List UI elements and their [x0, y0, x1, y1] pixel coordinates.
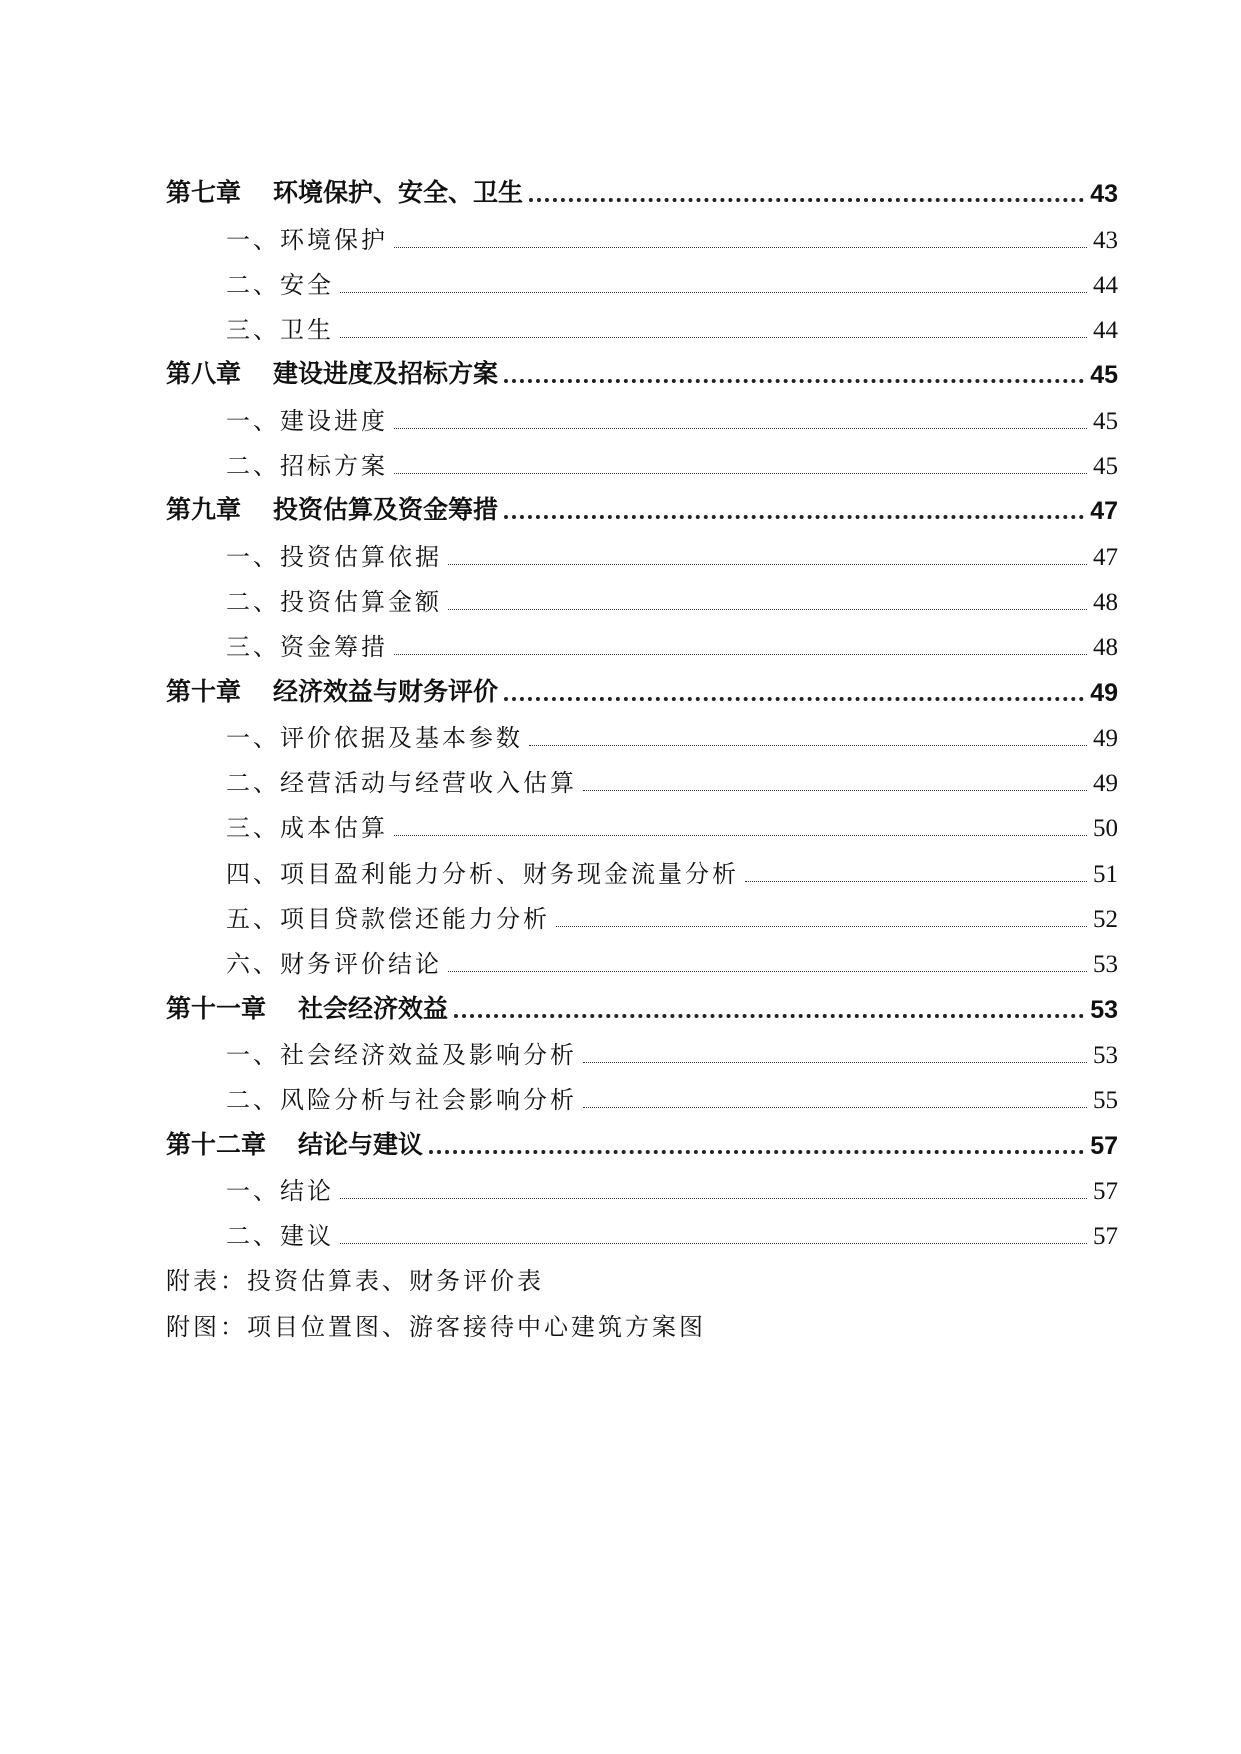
dot-leader [448, 564, 1087, 565]
section-title: 二、招标方案 [226, 452, 388, 481]
dot-leader [448, 971, 1087, 972]
dot-leader [448, 609, 1087, 610]
section-title: 一、环境保护 [226, 225, 388, 254]
section-title: 一、结论 [226, 1176, 334, 1205]
section-title: 二、风险分析与社会影响分析 [226, 1086, 577, 1115]
dot-leader [394, 247, 1087, 248]
toc-chapter-entry[interactable] [166, 487, 1118, 532]
section-page-number: 48 [1093, 588, 1118, 616]
dot-leader [583, 790, 1087, 791]
toc-section-entry[interactable] [166, 532, 1118, 577]
toc-section-entry[interactable] [166, 849, 1118, 894]
section-title: 二、投资估算金额 [226, 587, 442, 616]
table-of-contents [166, 170, 1118, 1348]
chapter-title: 建设进度及招标方案 [273, 359, 499, 389]
section-page-number: 50 [1093, 815, 1118, 843]
toc-chapter-entry[interactable] [166, 351, 1118, 396]
chapter-title: 经济效益与财务评价 [273, 676, 499, 706]
section-page-number: 55 [1093, 1087, 1118, 1115]
chapter-page-number: 47 [1090, 497, 1118, 526]
section-page-number: 51 [1093, 860, 1118, 888]
chapter-number: 第七章 [166, 178, 242, 208]
toc-section-entry[interactable] [166, 1031, 1118, 1076]
chapter-heading [166, 1125, 423, 1167]
section-page-number: 45 [1093, 407, 1118, 435]
dot-leader [504, 697, 1084, 701]
chapter-number: 第十章 [166, 676, 242, 706]
chapter-page-number: 57 [1090, 1131, 1118, 1160]
chapter-page-number: 53 [1090, 995, 1118, 1024]
toc-section-entry[interactable] [166, 1212, 1118, 1257]
toc-section-entry[interactable] [166, 804, 1118, 849]
appendix-tables-entry[interactable] [166, 1257, 1118, 1302]
section-page-number: 48 [1093, 634, 1118, 662]
toc-chapter-entry[interactable] [166, 668, 1118, 713]
section-title: 三、资金筹措 [226, 633, 388, 662]
section-title: 一、社会经济效益及影响分析 [226, 1040, 577, 1069]
toc-section-entry[interactable] [166, 261, 1118, 306]
section-page-number: 53 [1093, 1041, 1118, 1069]
dot-leader [583, 1107, 1087, 1108]
chapter-number: 第八章 [166, 359, 242, 389]
chapter-heading [166, 354, 498, 396]
toc-section-entry[interactable] [166, 1167, 1118, 1212]
section-title: 三、成本估算 [226, 814, 388, 843]
dot-leader [394, 473, 1087, 474]
section-page-number: 57 [1093, 1177, 1118, 1205]
toc-section-entry[interactable] [166, 714, 1118, 759]
toc-section-entry[interactable] [166, 623, 1118, 668]
section-title: 二、安全 [226, 270, 334, 299]
section-title: 四、项目盈利能力分析、财务现金流量分析 [226, 859, 739, 888]
dot-leader [745, 881, 1087, 882]
chapter-title: 结论与建议 [298, 1129, 424, 1159]
section-title: 一、评价依据及基本参数 [226, 723, 523, 752]
section-title: 一、投资估算依据 [226, 542, 442, 571]
section-page-number: 45 [1093, 453, 1118, 481]
chapter-heading [166, 989, 448, 1031]
chapter-number: 第十二章 [166, 1129, 267, 1159]
section-page-number: 57 [1093, 1223, 1118, 1251]
chapter-title: 社会经济效益 [298, 993, 449, 1023]
chapter-heading [166, 672, 498, 714]
section-page-number: 49 [1093, 724, 1118, 752]
section-page-number: 52 [1093, 906, 1118, 934]
section-title: 六、财务评价结论 [226, 950, 442, 979]
chapter-title: 投资估算及资金筹措 [273, 495, 499, 525]
toc-section-entry[interactable] [166, 895, 1118, 940]
appendix-figures-text: 附图：项目位置图、游客接待中心建筑方案图 [166, 1312, 706, 1341]
dot-leader [454, 1014, 1084, 1018]
chapter-number: 第十一章 [166, 993, 267, 1023]
appendix-tables-text: 附表：投资估算表、财务评价表 [166, 1267, 544, 1296]
dot-leader [340, 1243, 1087, 1244]
toc-chapter-entry[interactable] [166, 1121, 1118, 1166]
dot-leader [504, 379, 1084, 383]
toc-section-entry[interactable] [166, 306, 1118, 351]
dot-leader [394, 654, 1087, 655]
dot-leader [529, 745, 1087, 746]
chapter-heading [166, 173, 523, 215]
dot-leader [583, 1062, 1087, 1063]
chapter-page-number: 49 [1090, 678, 1118, 707]
dot-leader [504, 515, 1084, 519]
chapter-heading [166, 490, 498, 532]
toc-section-entry[interactable] [166, 442, 1118, 487]
section-title: 二、建议 [226, 1222, 334, 1251]
dot-leader [394, 835, 1087, 836]
toc-section-entry[interactable] [166, 759, 1118, 804]
toc-section-entry[interactable] [166, 578, 1118, 623]
section-page-number: 47 [1093, 543, 1118, 571]
dot-leader [340, 1198, 1087, 1199]
dot-leader [556, 926, 1087, 927]
dot-leader [529, 198, 1084, 202]
toc-chapter-entry[interactable] [166, 985, 1118, 1030]
chapter-page-number: 43 [1090, 180, 1118, 209]
chapter-number: 第九章 [166, 495, 242, 525]
toc-section-entry[interactable] [166, 215, 1118, 260]
chapter-page-number: 45 [1090, 361, 1118, 390]
section-page-number: 53 [1093, 951, 1118, 979]
toc-section-entry[interactable] [166, 396, 1118, 441]
section-page-number: 44 [1093, 271, 1118, 299]
section-page-number: 44 [1093, 317, 1118, 345]
section-title: 二、经营活动与经营收入估算 [226, 769, 577, 798]
dot-leader [429, 1150, 1084, 1154]
section-title: 五、项目贷款偿还能力分析 [226, 905, 550, 934]
toc-section-entry[interactable] [166, 940, 1118, 985]
appendix-figures-entry[interactable] [166, 1302, 1118, 1347]
toc-chapter-entry[interactable] [166, 170, 1118, 215]
section-page-number: 49 [1093, 770, 1118, 798]
section-title: 三、卫生 [226, 316, 334, 345]
chapter-title: 环境保护、安全、卫生 [273, 178, 524, 208]
dot-leader [340, 337, 1087, 338]
dot-leader [340, 292, 1087, 293]
toc-section-entry[interactable] [166, 1076, 1118, 1121]
section-title: 一、建设进度 [226, 406, 388, 435]
dot-leader [394, 428, 1087, 429]
section-page-number: 43 [1093, 226, 1118, 254]
